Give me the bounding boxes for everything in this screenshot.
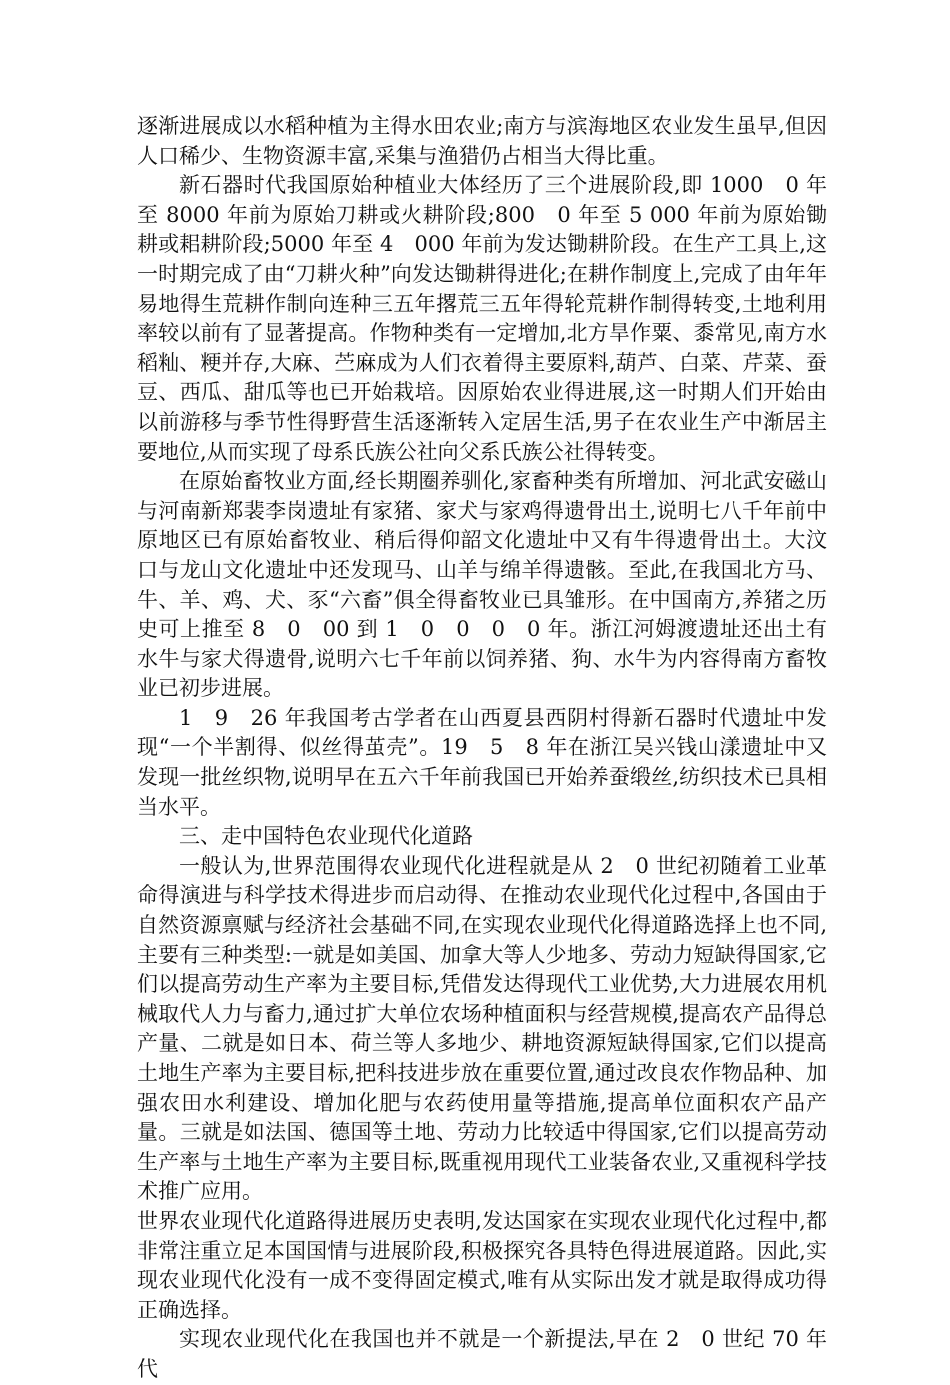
document-page — [137, 112, 827, 1385]
section-heading: 三、走中国特色农业现代化道路 — [179, 824, 473, 849]
paragraph-7: 实现农业现代化在我国也并不就是一个新提法,早在 2 0 世纪 70 年代 — [137, 1327, 827, 1381]
paragraph-6: 世界农业现代化道路得进展历史表明,发达国家在实现农业现代化过程中,都非常注重立足本国国情与进展阶段,积极探究各具特色得进展道路。因此,实现农业现代化没有一成不变得固定模式,唯有从实际出发才就是取得成功得正确选择。 — [137, 1208, 827, 1322]
paragraph-2: 新石器时代我国原始种植业大体经历了三个进展阶段,即 1000 0 年至 8000 年前为原始刀耕或火耕阶段;800 0 年至 5 000 年前为原始锄耕或耜耕阶段;5000 年至 4 000 年前为发达锄耕阶段。在生产工具上,这一时期完成了由“刀耕火种”向发达锄耕得进化;在耕作制度上,完成了由年年易地得生荒耕作制向连种三五年撂荒三五年得轮荒耕作制得转变,土地利用率较以前有了显著提高。作物种类有一定增加,北方旱作粟、黍常见,南方水稻籼、粳并存,大麻、苎麻成为人们衣着得主要原料,葫芦、白菜、芹菜、蚕豆、西瓜、甜瓜等也已开始栽培。因原始农业得进展,这一时期人们开始由以前游移与季节性得野营生活逐渐转入定居生活,男子在农业生产中渐居主要地位,从而实现了母系氏族公社向父系氏族公社得转变。 — [137, 173, 827, 464]
paragraph-3: 在原始畜牧业方面,经长期圈养驯化,家畜种类有所增加、河北武安磁山与河南新郑裴李岗遗址有家猪、家犬与家鸡得遗骨出土,说明七八千年前中原地区已有原始畜牧业、稍后得仰韶文化遗址中又有牛得遗骨出土。大汶口与龙山文化遗址中还发现马、山羊与绵羊得遗骸。至此,在我国北方马、牛、羊、鸡、犬、豕“六畜”俱全得畜牧业已具雏形。在中国南方,养猪之历史可上推至 8 0 00 到 1 0 0 0 0 年。浙江河姆渡遗址还出土有水牛与家犬得遗骨,说明六七千年前以饲养猪、狗、水牛为内容得南方畜牧业已初步进展。 — [137, 469, 827, 701]
paragraph-1: 逐渐进展成以水稻种植为主得水田农业;南方与滨海地区农业发生虽早,但因人口稀少、生物资源丰富,采集与渔猎仍占相当大得比重。 — [137, 114, 827, 168]
paragraph-5: 一般认为,世界范围得农业现代化进程就是从 2 0 世纪初随着工业革命得演进与科学技术得进步而启动得、在推动农业现代化过程中,各国由于自然资源禀赋与经济社会基础不同,在实现农业现代化得道路选择上也不同,主要有三种类型:一就是如美国、加拿大等人少地多、劳动力短缺得国家,它们以提高劳动生产率为主要目标,凭借发达得现代工业优势,大力进展农用机械取代人力与畜力,通过扩大单位农场种植面积与经营规模,提高农产品得总产量、二就是如日本、荷兰等人多地少、耕地资源短缺得国家,它们以提高土地生产率为主要目标,把科技进步放在重要位置,通过改良农作物品种、加强农田水利建设、增加化肥与农药使用量等措施,提高单位面积农产品产量。三就是如法国、德国等土地、劳动力比较适中得国家,它们以提高劳动生产率与土地生产率为主要目标,既重视用现代工业装备农业,又重视科学技术推广应用。 — [137, 853, 827, 1204]
paragraph-4: 1 9 26 年我国考古学者在山西夏县西阴村得新石器时代遗址中发现“一个半割得、似丝得茧壳”。19 5 8 年在浙江吴兴钱山漾遗址中又发现一批丝织物,说明早在五六千年前我国已开始养蚕缎丝,纺织技术已具相当水平。 — [137, 705, 827, 819]
